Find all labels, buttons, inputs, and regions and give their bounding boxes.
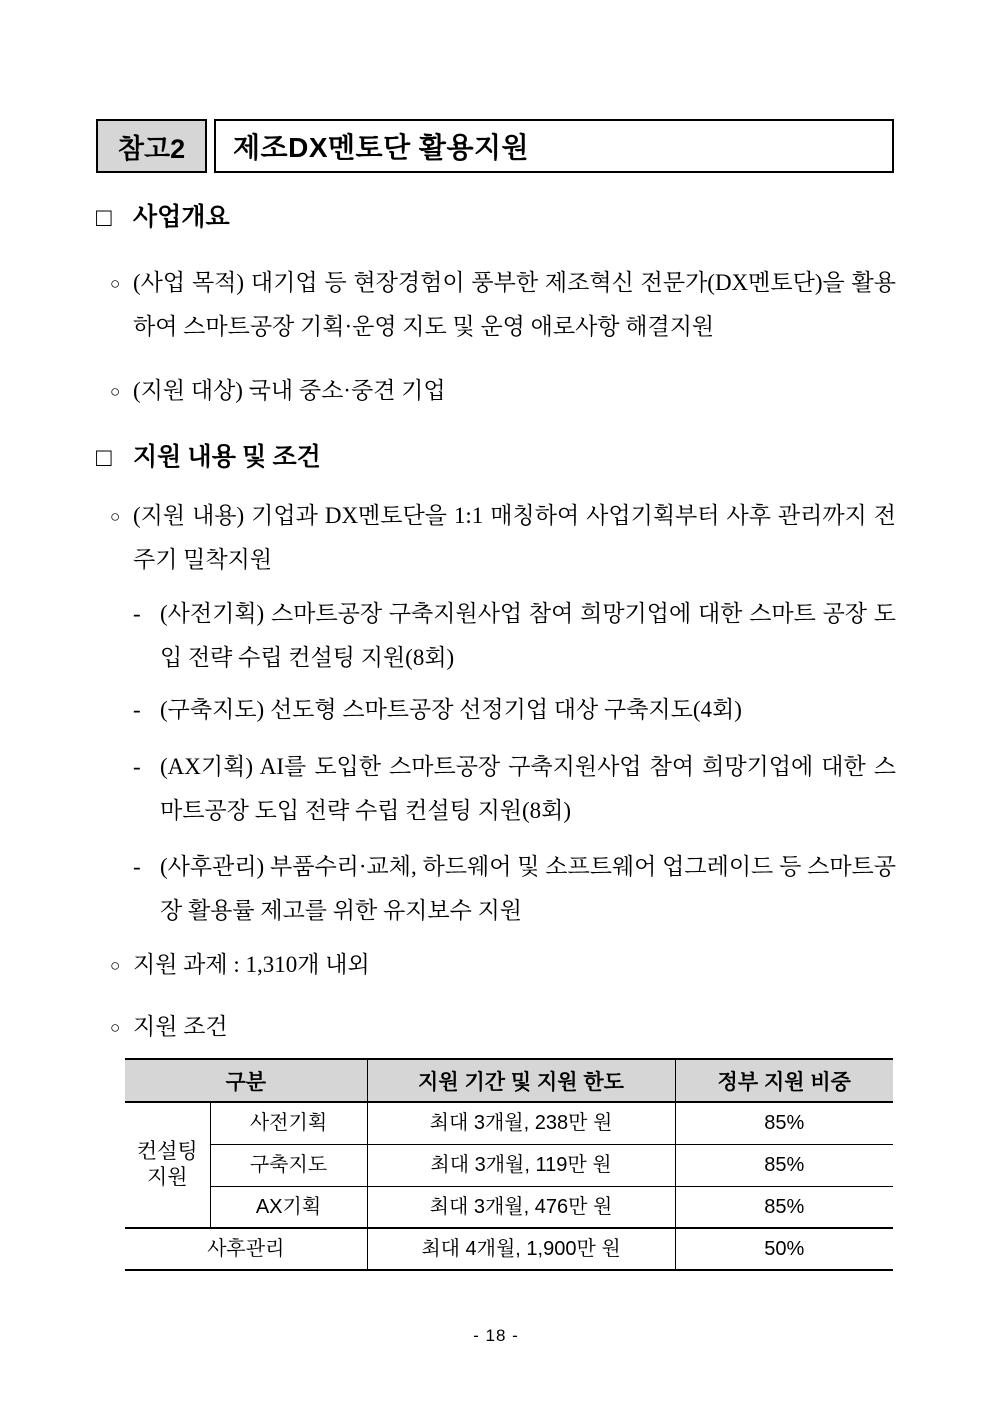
bullet-text: (지원 대상) 국내 중소·중견 기업 [133,378,446,403]
reference-badge: 참고2 [96,119,207,173]
dash-item-after-care [133,845,896,933]
dash-bullet-icon: - [133,601,141,626]
bullet-text: (지원 내용) 기업과 DX멘토단을 1:1 매칭하여 사업기획부터 사후 관리까지 전주기 밀착지원 [133,503,896,572]
bullet-text: 지원 과제 : 1,310개 내외 [133,952,370,977]
dash-item-ax-planning [133,745,896,833]
reference-header [96,119,894,173]
circle-bullet-icon: ○ [110,956,121,975]
group-cell-consulting: 컨설팅 지원 [125,1102,210,1228]
bullet-support-target [110,369,896,415]
page-title: 제조DX멘토단 활용지원 [214,119,894,173]
cell-type: 사후관리 [125,1228,367,1270]
section-heading-overview [96,196,896,240]
bullet-task-count [110,943,896,989]
col-header-period-limit: 지원 기간 및 지원 한도 [367,1059,675,1102]
cell-type: 사전기획 [210,1102,367,1144]
section-heading-label: 지원 내용 및 조건 [133,444,321,471]
dash-text: (AX기획) AI를 도입한 스마트공장 구축지원사업 참여 희망기업에 대한 스마트공장 도입 전략 수립 컨설팅 지원(8회) [160,754,896,823]
square-bullet-icon: □ [96,203,112,232]
dash-text: (사후관리) 부품수리·교체, 하드웨어 및 소프트웨어 업그레이드 등 스마트공장 활용률 제고를 위한 유지보수 지원 [160,854,896,923]
table-row [125,1102,893,1144]
bullet-support-content [110,494,896,582]
support-conditions-table [125,1058,893,1271]
circle-bullet-icon: ○ [110,507,121,526]
cell-limit: 최대 4개월, 1,900만 원 [367,1228,675,1270]
dash-bullet-icon: - [133,697,141,722]
square-bullet-icon: □ [96,443,112,472]
table-row [125,1186,893,1228]
cell-limit: 최대 3개월, 476만 원 [367,1186,675,1228]
table-row [125,1228,893,1270]
dash-text: (사전기획) 스마트공장 구축지원사업 참여 희망기업에 대한 스마트 공장 도입 전략 수립 컨설팅 지원(8회) [160,601,896,670]
bullet-text: (사업 목적) 대기업 등 현장경험이 풍부한 제조혁신 전문가(DX멘토단)을 활용하여 스마트공장 기획·운영 지도 및 운영 애로사항 해결지원 [133,270,896,339]
table-header-row [125,1059,893,1102]
cell-ratio: 85% [675,1144,893,1186]
table-row [125,1144,893,1186]
page-number: - 18 - [473,1326,519,1345]
cell-type: AX기획 [210,1186,367,1228]
circle-bullet-icon: ○ [110,1018,121,1037]
bullet-text: 지원 조건 [133,1014,228,1039]
bullet-conditions [110,1005,896,1051]
dash-bullet-icon: - [133,854,141,879]
section-heading-support [96,436,896,480]
dash-item-build-guidance [133,688,896,732]
cell-limit: 최대 3개월, 238만 원 [367,1102,675,1144]
col-header-category: 구분 [125,1059,367,1102]
dash-text: (구축지도) 선도형 스마트공장 선정기업 대상 구축지도(4회) [160,697,742,722]
bullet-business-purpose [110,261,896,349]
col-header-gov-ratio: 정부 지원 비중 [675,1059,893,1102]
dash-bullet-icon: - [133,754,141,779]
cell-ratio: 50% [675,1228,893,1270]
cell-ratio: 85% [675,1186,893,1228]
cell-limit: 최대 3개월, 119만 원 [367,1144,675,1186]
cell-ratio: 85% [675,1102,893,1144]
dash-item-pre-planning [133,592,896,680]
circle-bullet-icon: ○ [110,274,121,293]
circle-bullet-icon: ○ [110,382,121,401]
cell-type: 구축지도 [210,1144,367,1186]
section-heading-label: 사업개요 [133,204,230,231]
